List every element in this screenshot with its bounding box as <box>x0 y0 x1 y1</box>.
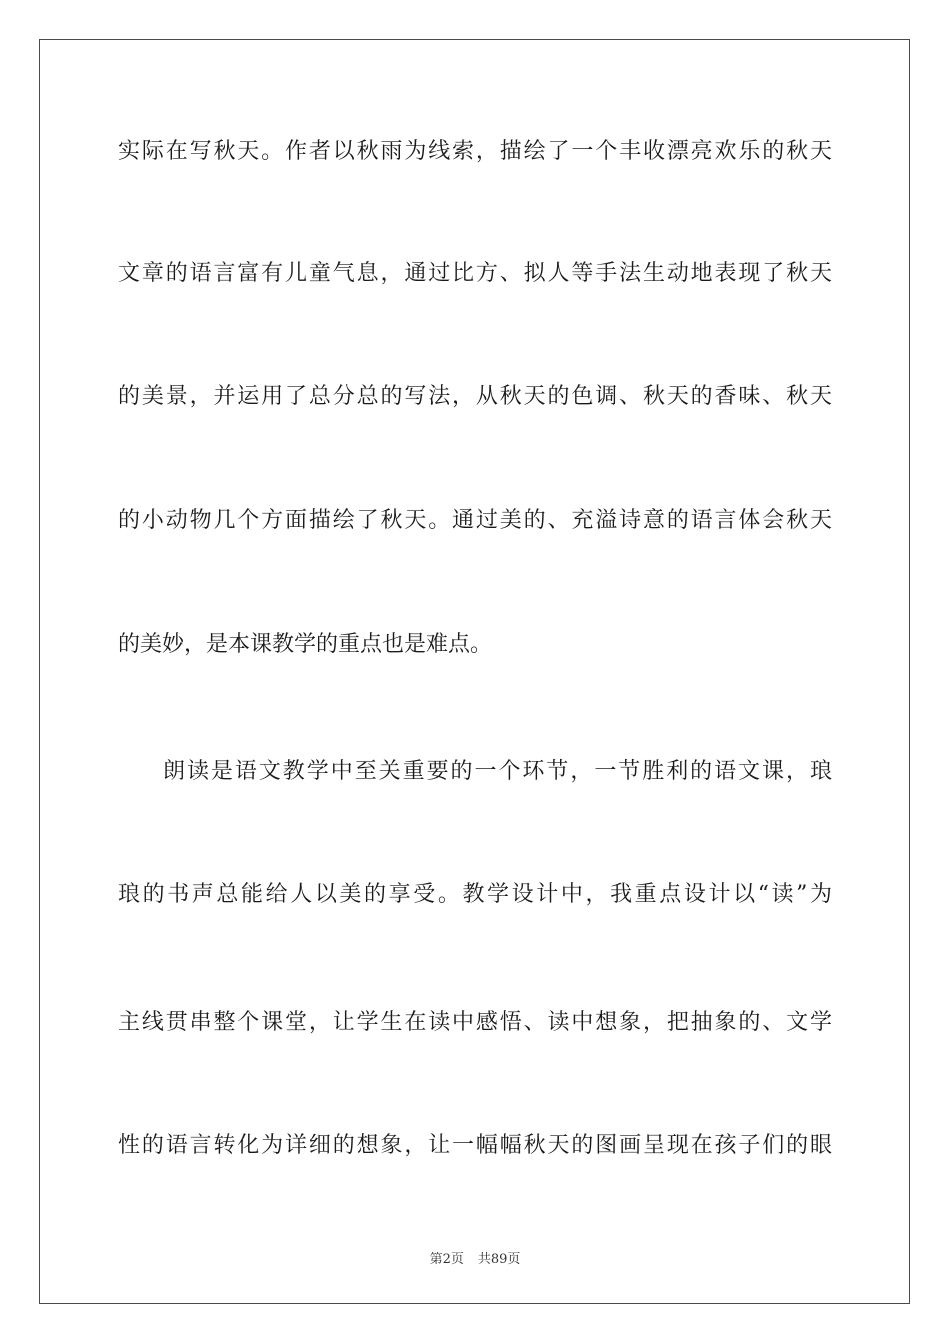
text-line-3: 的美景，并运用了总分总的写法，从秋天的色调、秋天的香味、秋天 <box>118 384 832 409</box>
text-line-7: 琅的书声总能给人以美的享受。教学设计中，我重点设计以“读”为 <box>118 882 832 907</box>
total-pages: 共89页 <box>477 1252 521 1267</box>
text-line-4: 的小动物几个方面描绘了秋天。通过美的、充溢诗意的语言体会秋天 <box>118 508 832 533</box>
text-line-6: 朗读是语文教学中至关重要的一个环节，一节胜利的语文课，琅 <box>163 759 832 784</box>
text-line-5: 的美妙，是本课教学的重点也是难点。 <box>118 632 493 657</box>
text-line-8: 主线贯串整个课堂，让学生在读中感悟、读中想象，把抽象的、文学 <box>118 1010 832 1035</box>
text-line-2: 文章的语言富有儿童气息，通过比方、拟人等手法生动地表现了秋天 <box>118 261 832 286</box>
page-footer <box>0 1248 950 1267</box>
page-number: 第2页 <box>429 1252 464 1267</box>
text-line-9: 性的语言转化为详细的想象，让一幅幅秋天的图画呈现在孩子们的眼 <box>118 1133 832 1158</box>
text-line-1: 实际在写秋天。作者以秋雨为线索，描绘了一个丰收漂亮欢乐的秋天 <box>118 139 832 164</box>
page-border <box>39 39 910 1304</box>
